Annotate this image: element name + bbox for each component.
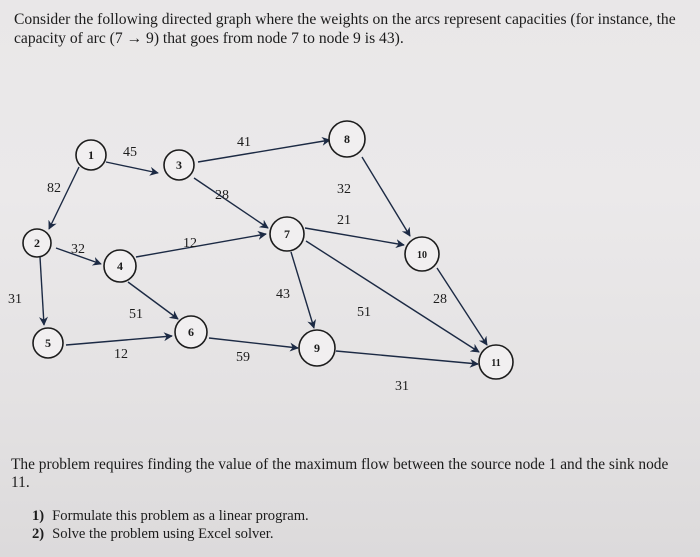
node-8 bbox=[329, 121, 365, 157]
capacity-label-3-7: 28 bbox=[215, 188, 229, 203]
node-8-label: 8 bbox=[344, 132, 350, 146]
question-item-1 bbox=[32, 507, 309, 525]
question-item-2 bbox=[32, 525, 309, 543]
node-2 bbox=[23, 229, 51, 257]
node-7-label: 7 bbox=[284, 227, 290, 241]
node-3-label: 3 bbox=[176, 158, 182, 172]
arc-7-11 bbox=[306, 241, 479, 352]
question-text-2: Solve the problem using Excel solver. bbox=[52, 526, 274, 542]
node-9 bbox=[299, 330, 335, 366]
arc-1-3 bbox=[106, 162, 158, 173]
question-text-1: Formulate this problem as a linear program. bbox=[52, 508, 309, 524]
capacity-label-2-4: 32 bbox=[71, 242, 85, 257]
question-list bbox=[32, 507, 309, 543]
node-4-label: 4 bbox=[117, 259, 123, 273]
arc-7-9 bbox=[291, 252, 314, 328]
question-number-2: 2) bbox=[32, 526, 45, 542]
node-10 bbox=[405, 237, 439, 271]
capacity-label-1-2: 82 bbox=[47, 181, 61, 196]
node-3 bbox=[164, 150, 194, 180]
capacity-label-4-6: 51 bbox=[129, 307, 143, 322]
capacity-label-5-6: 12 bbox=[114, 347, 128, 362]
arc-7-10 bbox=[305, 228, 404, 245]
node-11-label: 11 bbox=[491, 358, 501, 369]
capacity-label-9-11: 31 bbox=[395, 379, 409, 394]
node-1-label: 1 bbox=[88, 148, 94, 162]
question-number-1: 1) bbox=[32, 508, 45, 524]
capacity-label-6-9: 59 bbox=[236, 350, 250, 365]
problem-intro: Consider the following directed graph where the weights on the arcs represent capacities (for instance, the capacity of arc (7 → 9) that goes from node 7 to node 9 is 43). bbox=[14, 11, 676, 47]
node-6-label: 6 bbox=[188, 325, 194, 339]
arc-4-7 bbox=[136, 234, 266, 257]
arc-6-9 bbox=[209, 338, 298, 348]
capacity-label-4-7: 12 bbox=[183, 236, 197, 251]
node-11 bbox=[479, 345, 513, 379]
node-1 bbox=[76, 140, 106, 170]
node-4 bbox=[104, 250, 136, 282]
node-9-label: 9 bbox=[314, 341, 320, 355]
nodes bbox=[23, 121, 513, 379]
arc-1-2 bbox=[49, 167, 79, 229]
capacity-label-3-8: 41 bbox=[237, 135, 251, 150]
arc-3-7 bbox=[194, 178, 268, 228]
arc-5-6 bbox=[66, 336, 172, 345]
node-10-label: 10 bbox=[417, 250, 427, 261]
node-6 bbox=[175, 316, 207, 348]
capacity-label-2-5: 31 bbox=[8, 292, 22, 307]
arc-2-5 bbox=[40, 257, 44, 325]
arc-8-10 bbox=[362, 157, 410, 236]
capacity-label-7-9: 43 bbox=[276, 287, 290, 302]
capacity-label-7-10: 21 bbox=[337, 213, 351, 228]
node-5-label: 5 bbox=[45, 336, 51, 350]
capacity-label-10-11: 28 bbox=[433, 292, 447, 307]
arc-3-8 bbox=[198, 140, 330, 162]
capacity-label-8-10: 32 bbox=[337, 182, 351, 197]
node-5 bbox=[33, 328, 63, 358]
capacity-label-7-11: 51 bbox=[357, 305, 371, 320]
capacity-label-1-3: 45 bbox=[123, 145, 137, 160]
node-7 bbox=[270, 217, 304, 251]
node-2-label: 2 bbox=[34, 236, 40, 250]
problem-task: The problem requires finding the value of the maximum flow between the source node 1 and the sink node 11. bbox=[11, 456, 669, 491]
arc-9-11 bbox=[336, 351, 478, 364]
